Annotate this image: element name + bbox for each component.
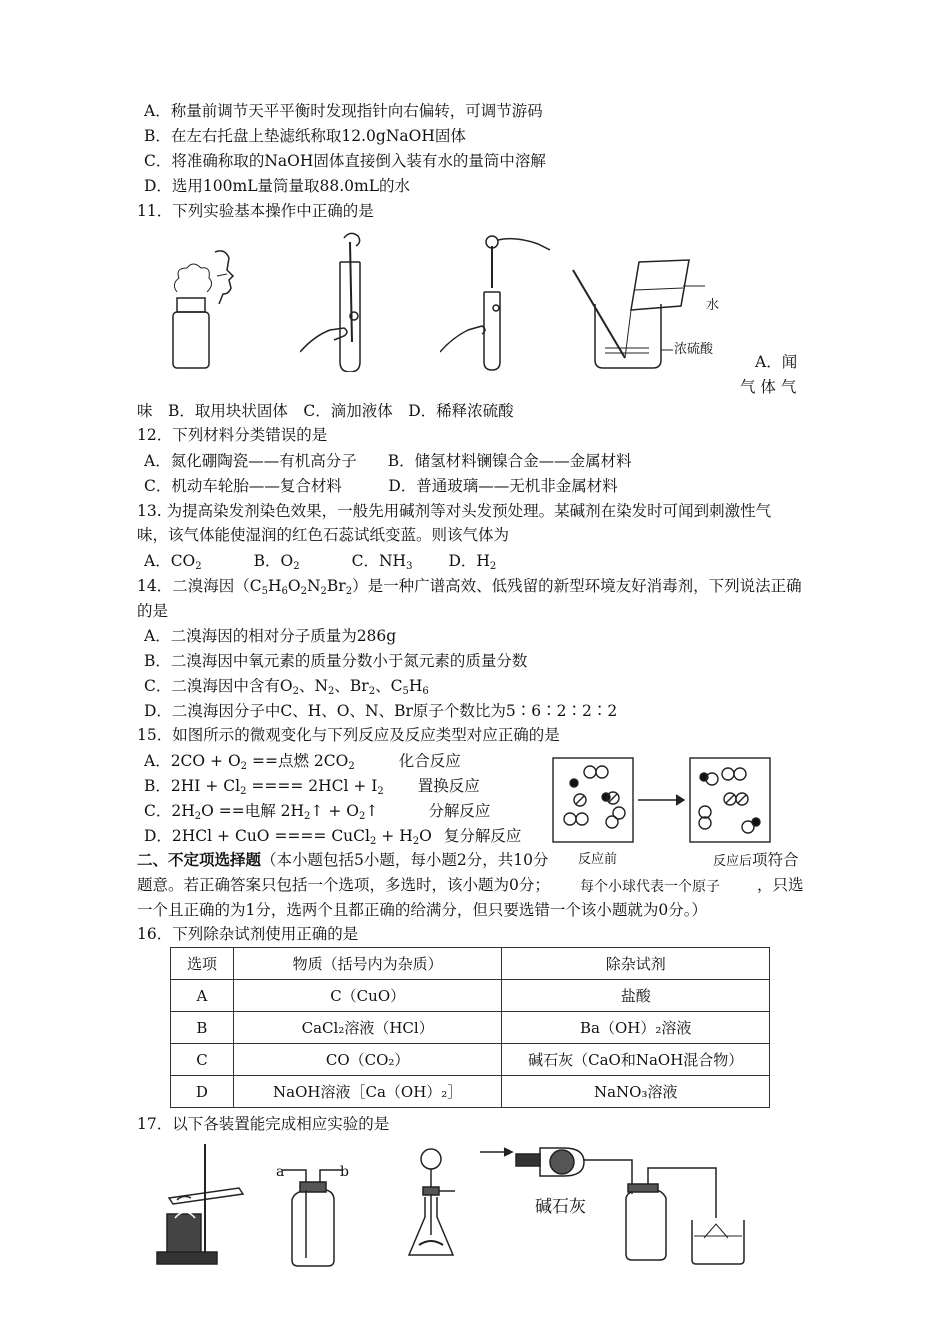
q11-stem: 11．下列实验基本操作中正确的是 [137,202,374,220]
soda-lime-label: 碱石灰 [535,1197,586,1217]
q16-stem: 16．下列除杂试剂使用正确的是 [137,925,359,943]
q10-option-b: B．在左右托盘上垫滤纸称取12.0gNaOH固体 [144,127,466,145]
section2-line1-end: 反应后项符合 [713,851,799,869]
water-label: 水 [706,298,720,313]
table-cell: 盐酸 [502,980,770,1012]
add-liquid-figure [440,232,550,372]
flask-funnel-figure [405,1145,465,1265]
q10-option-c: C．将准确称取的NaOH固体直接倒入装有水的量筒中溶解 [144,152,546,170]
smell-gas-figure [165,232,240,372]
section2-line2: 题意。若正确答案只包括一个选项，多选时，该小题为0分； [137,876,550,894]
table-cell: C（CuO） [233,980,502,1012]
table-cell: NaNO₃溶液 [502,1076,770,1108]
q15-option-c: C．$2H_2O$ ==电解 $2H_2↑$ + $O_2↑$ 分解反应 [144,802,491,822]
table-cell: CaCl₂溶液（HCl） [233,1012,502,1044]
q11-options-line: 味 B．取用块状固体 C．滴加液体 D．稀释浓硫酸 [137,402,514,420]
label-before: 反应前 [578,850,617,870]
table-row [171,1044,770,1076]
table-cell: A [171,980,234,1012]
section2-line3: 一个且正确的为1分，选两个且都正确的给满分，但只要选错一个该小题就为0分。） [137,901,707,919]
label-b: b [340,1164,349,1180]
table-header: 物质（括号内为杂质） [233,948,502,980]
heating-apparatus-figure [155,1140,250,1268]
q14-option-b: B．二溴海因中氧元素的质量分数小于氮元素的质量分数 [144,652,528,670]
before-box [553,758,633,842]
q11-option-a-part2: 气 体 气 [740,378,797,396]
q12-stem: 12．下列材料分类错误的是 [137,426,328,444]
table-cell: 碱石灰（CaO和NaOH混合物） [502,1044,770,1076]
q15-option-d: D．2HCl + CuO ==== CuCl$_2$ + $H_2O$ 复分解反应 [144,827,522,847]
table-row [171,980,770,1012]
q17-stem: 17．以下各装置能完成相应实验的是 [137,1115,390,1133]
table-row [171,1076,770,1108]
take-solid-figure [300,232,380,372]
q12-line1: A．氮化硼陶瓷——有机高分子 B．储氢材料镧镍合金——金属材料 [144,452,632,470]
micro-reaction-diagram [550,755,810,845]
section2-line1: 二、不定项选择题（本小题包括5小题，每小题2分，共10分 [137,850,549,869]
q10-option-d: D．选用100mL量筒量取88.0mL的水 [144,177,411,195]
acid-label: 浓硫酸 [674,342,714,357]
q10-option-a: A．称量前调节天平平衡时发现指针向右偏转，可调节游码 [144,102,543,120]
q14-line2: 的是 [137,602,169,620]
section2-line2-end: ，只选 [757,876,804,894]
q14-line1: 14．二溴海因$(C_5H_6O_2N_2Br_2)$是一种广谱高效、低残留的新型环境友好消毒剂，下列说法正确 [137,577,802,597]
label-a: a [276,1164,285,1180]
q13-line1: 13. 为提高染发剂染色效果，一般先用碱剂等对头发预处理。某碱剂在染发时可闻到刺激性气 [137,502,772,520]
after-box [690,758,770,842]
table-cell: Ba（OH）₂溶液 [502,1012,770,1044]
table-header: 除杂试剂 [502,948,770,980]
table-cell: CO（CO₂） [233,1044,502,1076]
atom-caption: 每个小球代表一个原子 [580,879,720,895]
q14-option-d: D．二溴海因分子中C、H、O、N、Br原子个数比为5∶6∶2∶2∶2 [144,702,618,720]
q14-option-c: C．二溴海因中含有$O_2$、$N_2$、$Br_2$、$C_5H_6$ [144,677,429,697]
table-row [171,1012,770,1044]
soda-lime-apparatus-figure [478,1140,768,1268]
q15-option-a: A．$2CO + O_2$ ==点燃 $2CO_2$ 化合反应 [144,752,461,772]
q14-option-a: A．二溴海因的相对分子质量为286g [144,627,397,645]
q11-option-a-part1: A．闻 [755,353,798,371]
q13-line2: 味，该气体能使湿润的红色石蕊试纸变蓝。则该气体为 [137,526,510,544]
table-cell: C [171,1044,234,1076]
table-header: 选项 [171,948,234,980]
table-cell: B [171,1012,234,1044]
q15-option-b: B．$2HI + Cl_2$ ==== $2HCl + I_2$ 置换反应 [144,777,480,797]
q16-table [170,947,770,1108]
q12-line2: C．机动车轮胎——复合材料 D．普通玻璃——无机非金属材料 [144,477,618,495]
table-cell: NaOH溶液［Ca（OH）₂］ [233,1076,502,1108]
q13-options: A．$CO_2$ B．$O_2$ C．$NH_3$ D．$H_2$ [144,552,497,572]
q15-stem: 15．如图所示的微观变化与下列反应及反应类型对应正确的是 [137,726,560,744]
table-cell: D [171,1076,234,1108]
table-header-row [171,948,770,980]
